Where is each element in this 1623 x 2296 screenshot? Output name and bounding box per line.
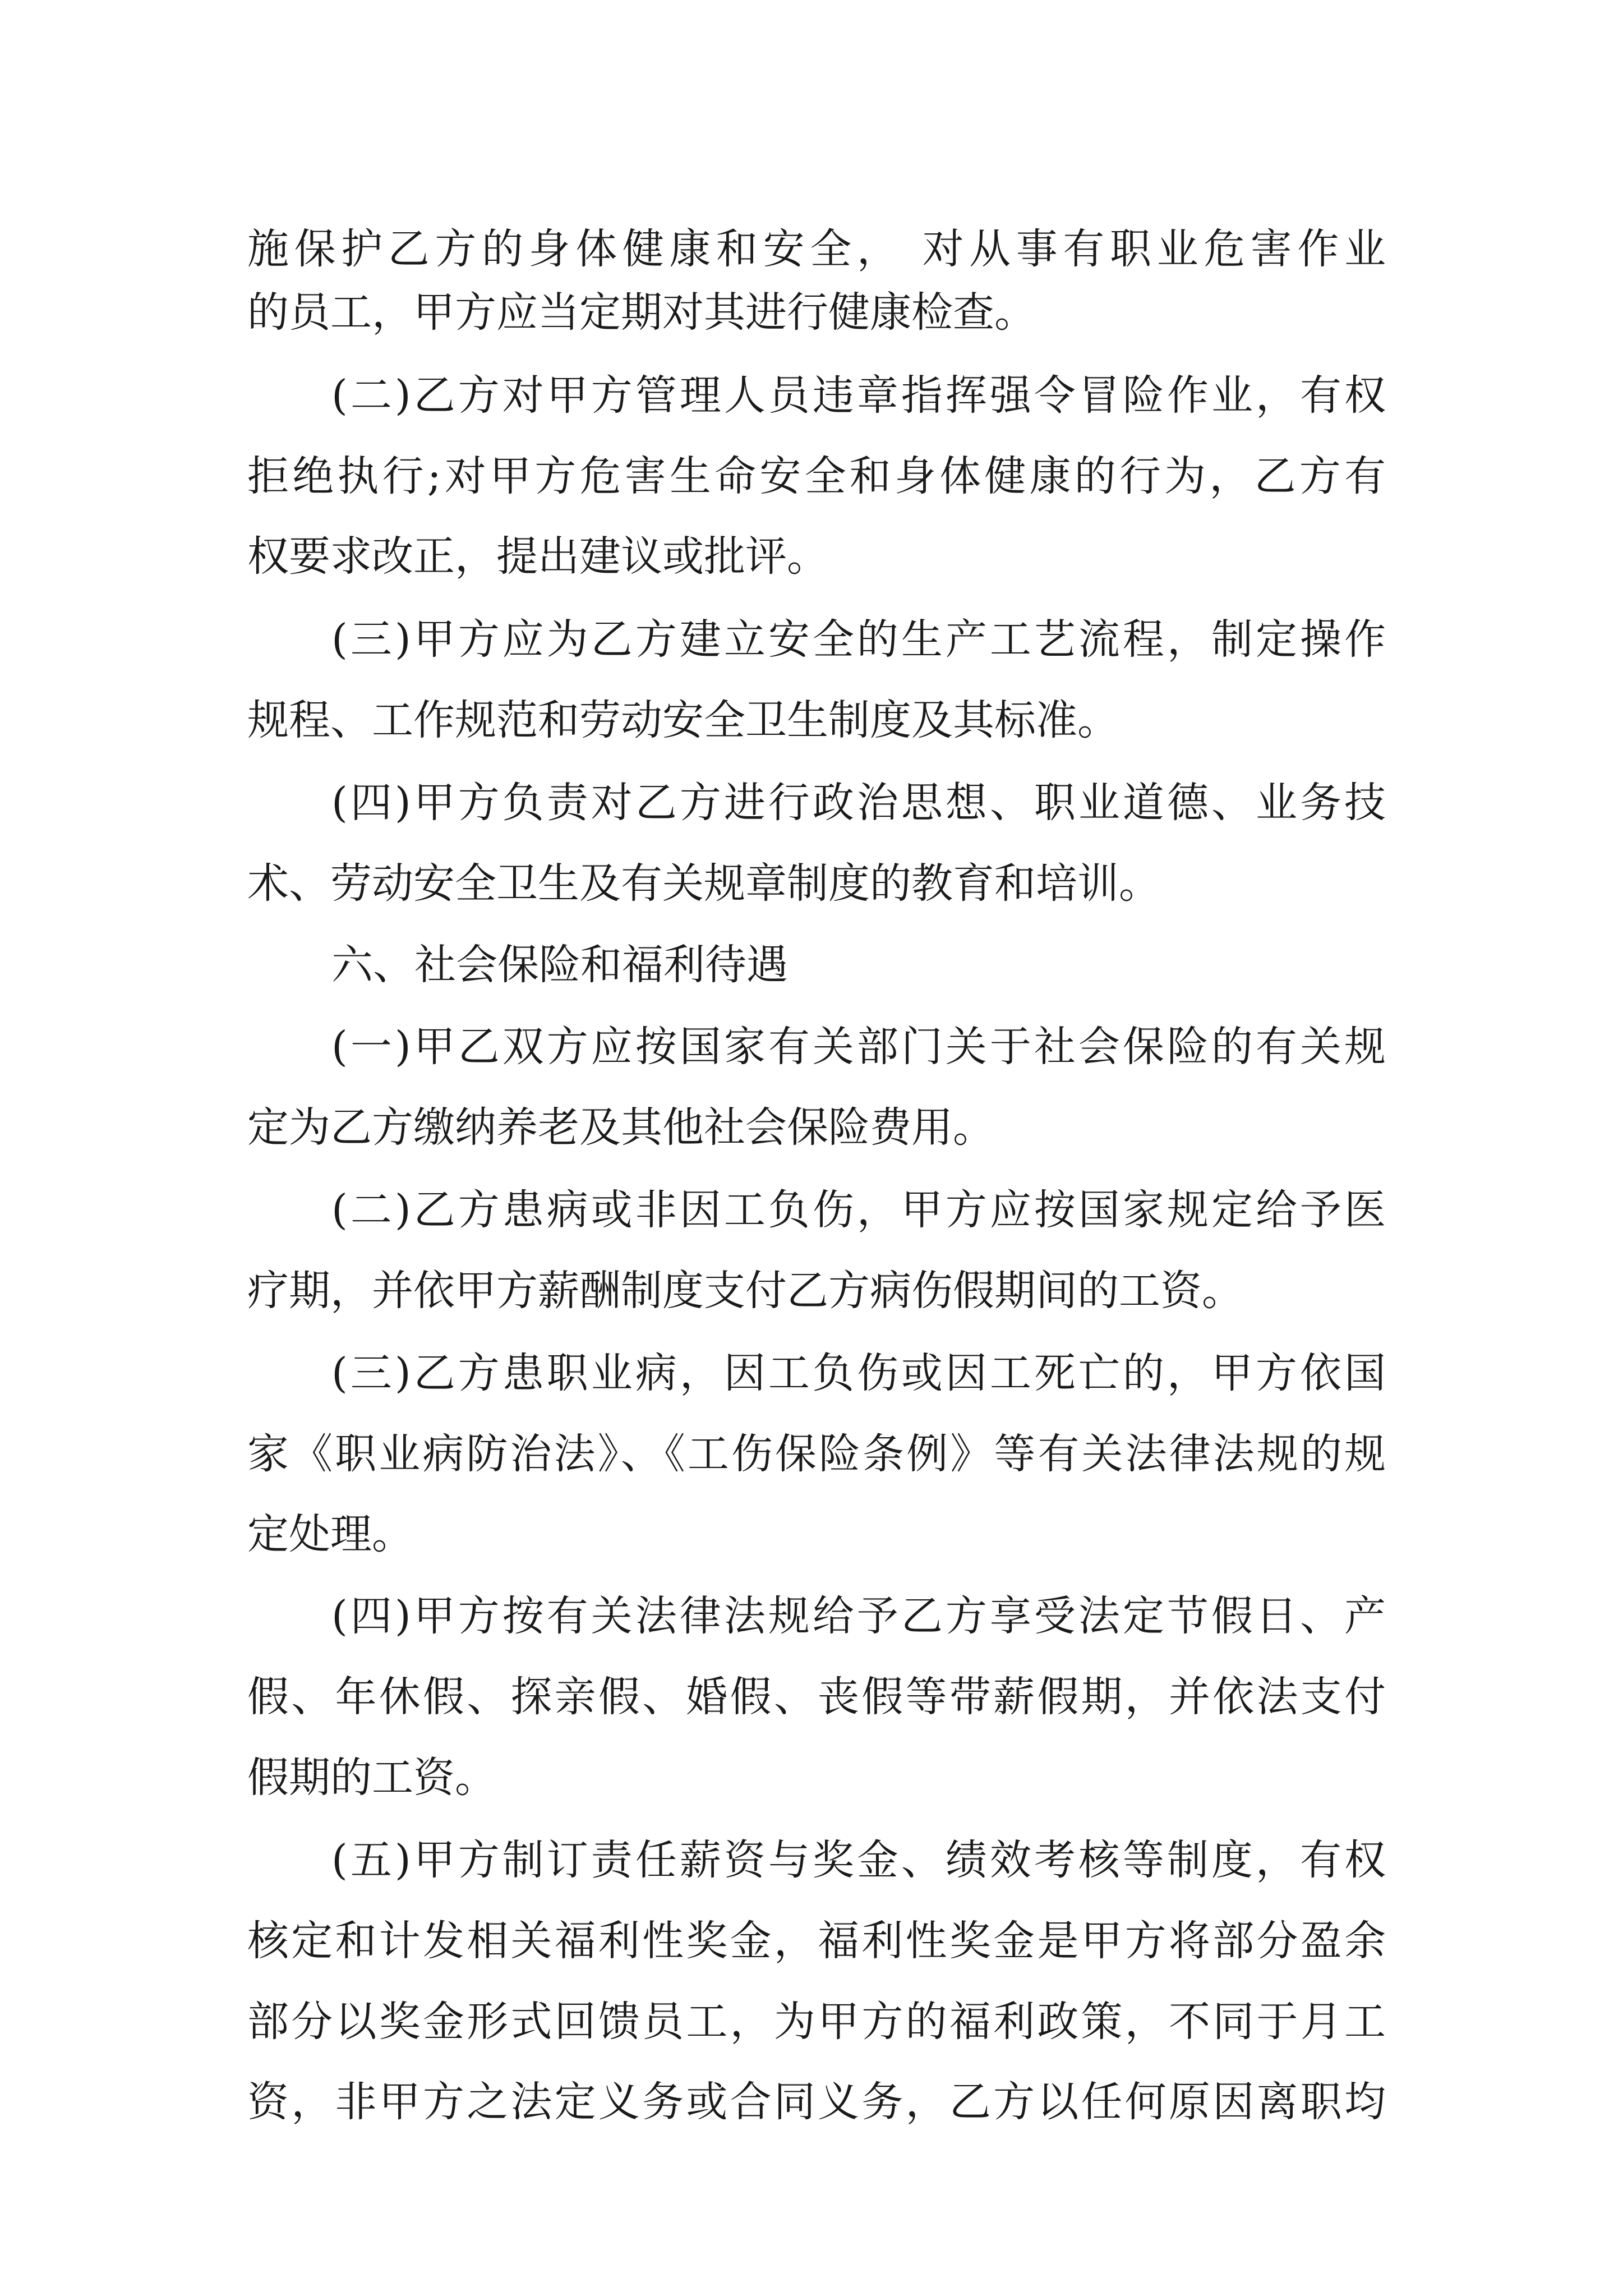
text-line: (二)乙方对甲方管理人员违章指挥强令冒险作业，有权 (331, 371, 1386, 420)
text-line: 拒绝执行;对甲方危害生命安全和身体健康的行为，乙方有 (247, 452, 1386, 500)
text-line: 定为乙方缴纳养老及其他社会保险费用。 (247, 1103, 994, 1152)
text-line: (四)甲方负责对乙方进行政治思想、职业道德、业务技 (331, 779, 1386, 827)
text-line: 规程、工作规范和劳动安全卫生制度及其标准。 (247, 696, 1119, 744)
text-line: 家《职业病防治法》、《工伤保险条例》等有关法律法规的规 (247, 1430, 1386, 1478)
text-line: 的员工，甲方应当定期对其进行健康检查。 (247, 288, 1036, 337)
text-line: (三)乙方患职业病，因工负伤或因工死亡的，甲方依国 (331, 1349, 1386, 1397)
text-line: 术、劳动安全卫生及有关规章制度的教育和培训。 (247, 859, 1160, 908)
text-line: 施保护乙方的身体健康和安全， 对从事有职业危害作业 (247, 225, 1386, 273)
text-line: (二)乙方患病或非因工负伤，甲方应按国家规定给予医 (331, 1186, 1386, 1234)
text-line: 资，非甲方之法定义务或合同义务，乙方以任何原因离职均 (247, 2078, 1386, 2126)
text-line: (四)甲方按有关法律法规给予乙方享受法定节假日、产 (331, 1592, 1386, 1640)
text-line: 疗期，并依甲方薪酬制度支付乙方病伤假期间的工资。 (247, 1267, 1243, 1315)
text-line: (三)甲方应为乙方建立安全的生产工艺流程，制定操作 (331, 615, 1386, 664)
text-line: 权要求改正，提出建议或批评。 (247, 532, 828, 581)
text-line: 假期的工资。 (247, 1754, 496, 1802)
text-line: 部分以奖金形式回馈员工，为甲方的福利政策，不同于月工 (247, 1998, 1386, 2046)
section-heading: 六、社会保险和福利待遇 (331, 941, 788, 989)
text-line: 假、年休假、探亲假、婚假、丧假等带薪假期，并依法支付 (247, 1673, 1386, 1721)
text-line: 核定和计发相关福利性奖金，福利性奖金是甲方将部分盈余 (247, 1917, 1386, 1965)
text-line: (一)甲乙双方应按国家有关部门关于社会保险的有关规 (331, 1023, 1386, 1071)
text-line: 定处理。 (247, 1510, 413, 1558)
text-line: (五)甲方制订责任薪资与奖金、绩效考核等制度，有权 (331, 1836, 1386, 1884)
